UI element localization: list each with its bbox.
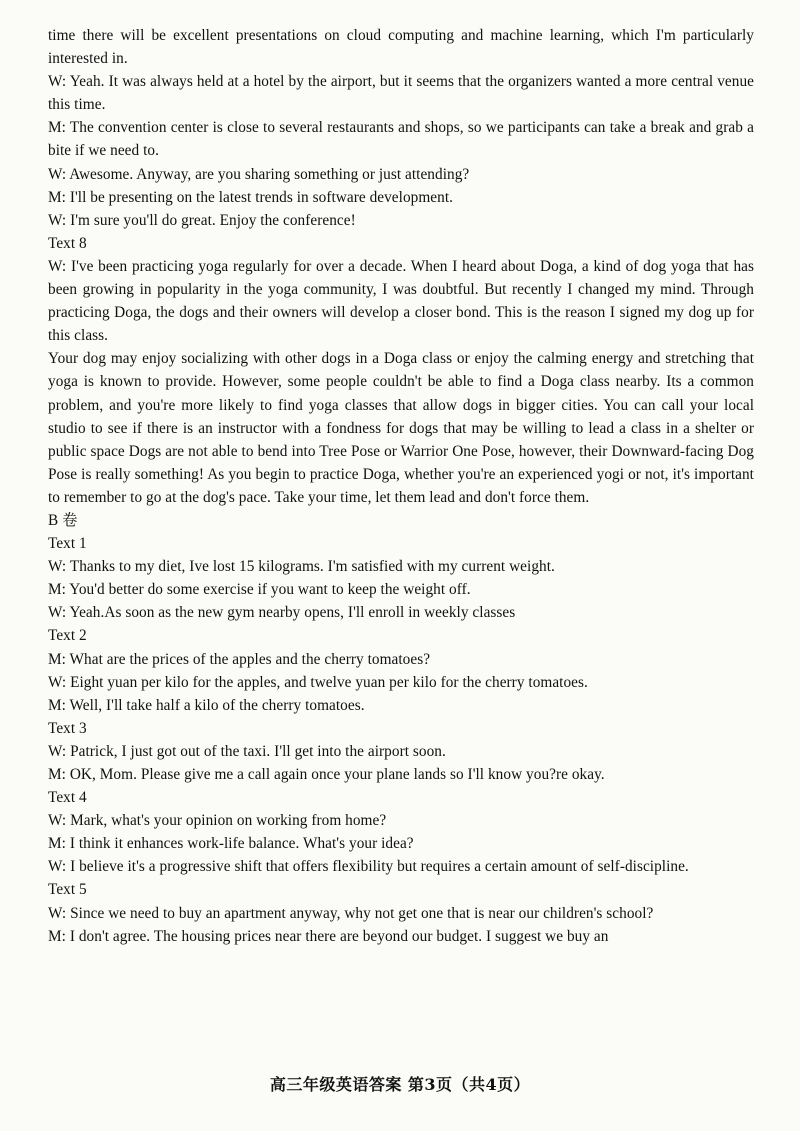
transcript-paragraph: M: I don't agree. The housing prices near there are beyond our budget. I suggest we buy an [48,927,609,945]
transcript-paragraph: M: I think it enhances work-life balance. What's your idea? [48,835,414,853]
section-heading: Text 2 [48,627,87,645]
transcript-paragraph: W: Thanks to my diet, Ive lost 15 kilograms. I'm satisfied with my current weight. [48,558,555,576]
section-heading: Text 8 [48,234,87,252]
transcript-paragraph: W: Since we need to buy an apartment anyway, why not get one that is near our children's school? [48,904,654,922]
transcript-paragraph: W: I'm sure you'll do great. Enjoy the conference! [48,211,356,229]
transcript-paragraph: time there will be excellent presentations on cloud computing and machine learning, which I'm particularly interested in. [48,27,754,68]
transcript-paragraph: W: Awesome. Anyway, are you sharing something or just attending? [48,165,470,183]
transcript-paragraph: W: Yeah. It was always held at a hotel by the airport, but it seems that the organizers wanted a more central venue this time. [48,73,754,114]
transcript-paragraph: W: Eight yuan per kilo for the apples, and twelve yuan per kilo for the cherry tomatoes. [48,673,588,691]
transcript-paragraph: M: I'll be presenting on the latest trends in software development. [48,188,453,206]
transcript-paragraph: Your dog may enjoy socializing with other dogs in a Doga class or enjoy the calming energy and stretching that yoga is known to provide. However, some people couldn't be able to find a Doga class nearby. Its a common problem, and you're more likely to find yoga classes that allow dogs in bigger cities. You can call your local studio to see if there is an instructor with a fondness for dogs that may be willing to lead a class in a shelter or public space Dogs are not able to bend into Tree Pose or Warrior One Pose, however, their Downward-facing Dog Pose is really something! As you begin to practice Doga, whether you're an experienced yogi or not, it's important to remember to go at the dog's pace. Take your time, let them lead and don't force them. [48,350,754,506]
section-heading: Text 1 [48,535,87,553]
transcript-paragraph: M: Well, I'll take half a kilo of the cherry tomatoes. [48,696,365,714]
transcript-paragraph: M: OK, Mom. Please give me a call again once your plane lands so I'll know you?re okay. [48,766,605,783]
transcript-paragraph: M: What are the prices of the apples and the cherry tomatoes? [48,650,431,668]
section-heading: B 卷 [48,511,78,529]
section-heading: Text 3 [48,719,87,737]
transcript-body [48,24,754,948]
transcript-paragraph: M: The convention center is close to several restaurants and shops, so we participants can take a break and grab a bite if we need to. [48,119,754,160]
transcript-paragraph: W: Patrick, I just got out of the taxi. I'll get into the airport soon. [48,742,446,760]
page-footer: 高三年级英语答案 第3页（共4页） [269,1075,531,1094]
transcript-paragraph: W: Yeah.As soon as the new gym nearby opens, I'll enroll in weekly classes [48,604,516,622]
transcript-paragraph: W: I believe it's a progressive shift that offers flexibility but requires a certain amount of self-discipline. [48,858,689,876]
transcript-paragraph: W: Mark, what's your opinion on working from home? [48,812,387,830]
transcript-paragraph: W: I've been practicing yoga regularly for over a decade. When I heard about Doga, a kind of dog yoga that has been growing in popularity in the yoga community, I was doubtful. But recently I changed my mind. Through practicing Doga, the dogs and their owners will develop a closer bond. This is the reason I signed my dog up for this class. [48,257,754,345]
section-heading: Text 5 [48,881,87,899]
transcript-paragraph: M: You'd better do some exercise if you want to keep the weight off. [48,581,471,599]
section-heading: Text 4 [48,789,87,807]
